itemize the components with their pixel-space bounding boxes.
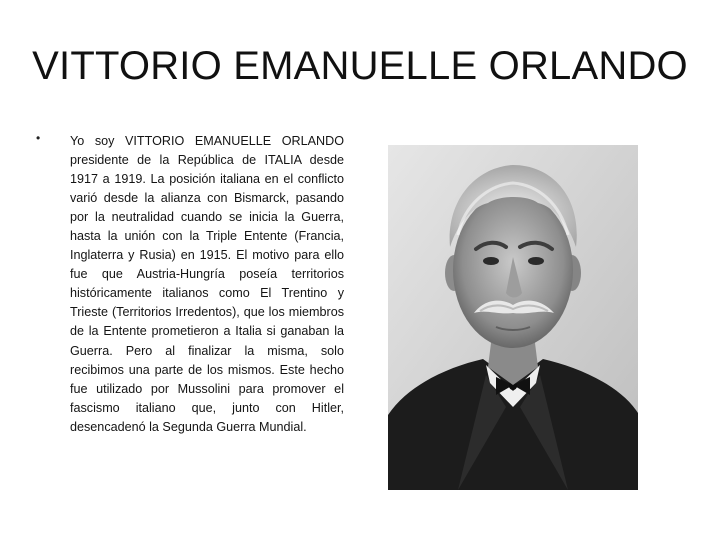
portrait-photo	[388, 145, 638, 490]
slide-title: VITTORIO EMANUELLE ORLANDO	[32, 44, 688, 88]
bullet-icon: •	[36, 131, 41, 145]
body-paragraph: Yo soy VITTORIO EMANUELLE ORLANDO presidente de la República de ITALIA desde 1917 a 1919. La posición italiana en el conflicto varió desde la alianza con Bismarck, pasando por la neutralidad cuando se inicia la Guerra, hasta la unión con la Triple Entente (Francia, Inglaterra y Rusia) en 1915. El motivo para ello fue que Austria-Hungría poseía territorios históricamente italianos como El Trentino y Trieste (Territorios Irredentos), que los miembros de la Entente prometieron a Italia si ganaban la Guerra. Pero al finalizar la misma, solo recibimos una parte de los mismos. Este hecho fue utilizado por Mussolini para promover el fascismo italiano que, junto con Hitler, desencadenó la Segunda Guerra Mundial.	[70, 134, 344, 434]
